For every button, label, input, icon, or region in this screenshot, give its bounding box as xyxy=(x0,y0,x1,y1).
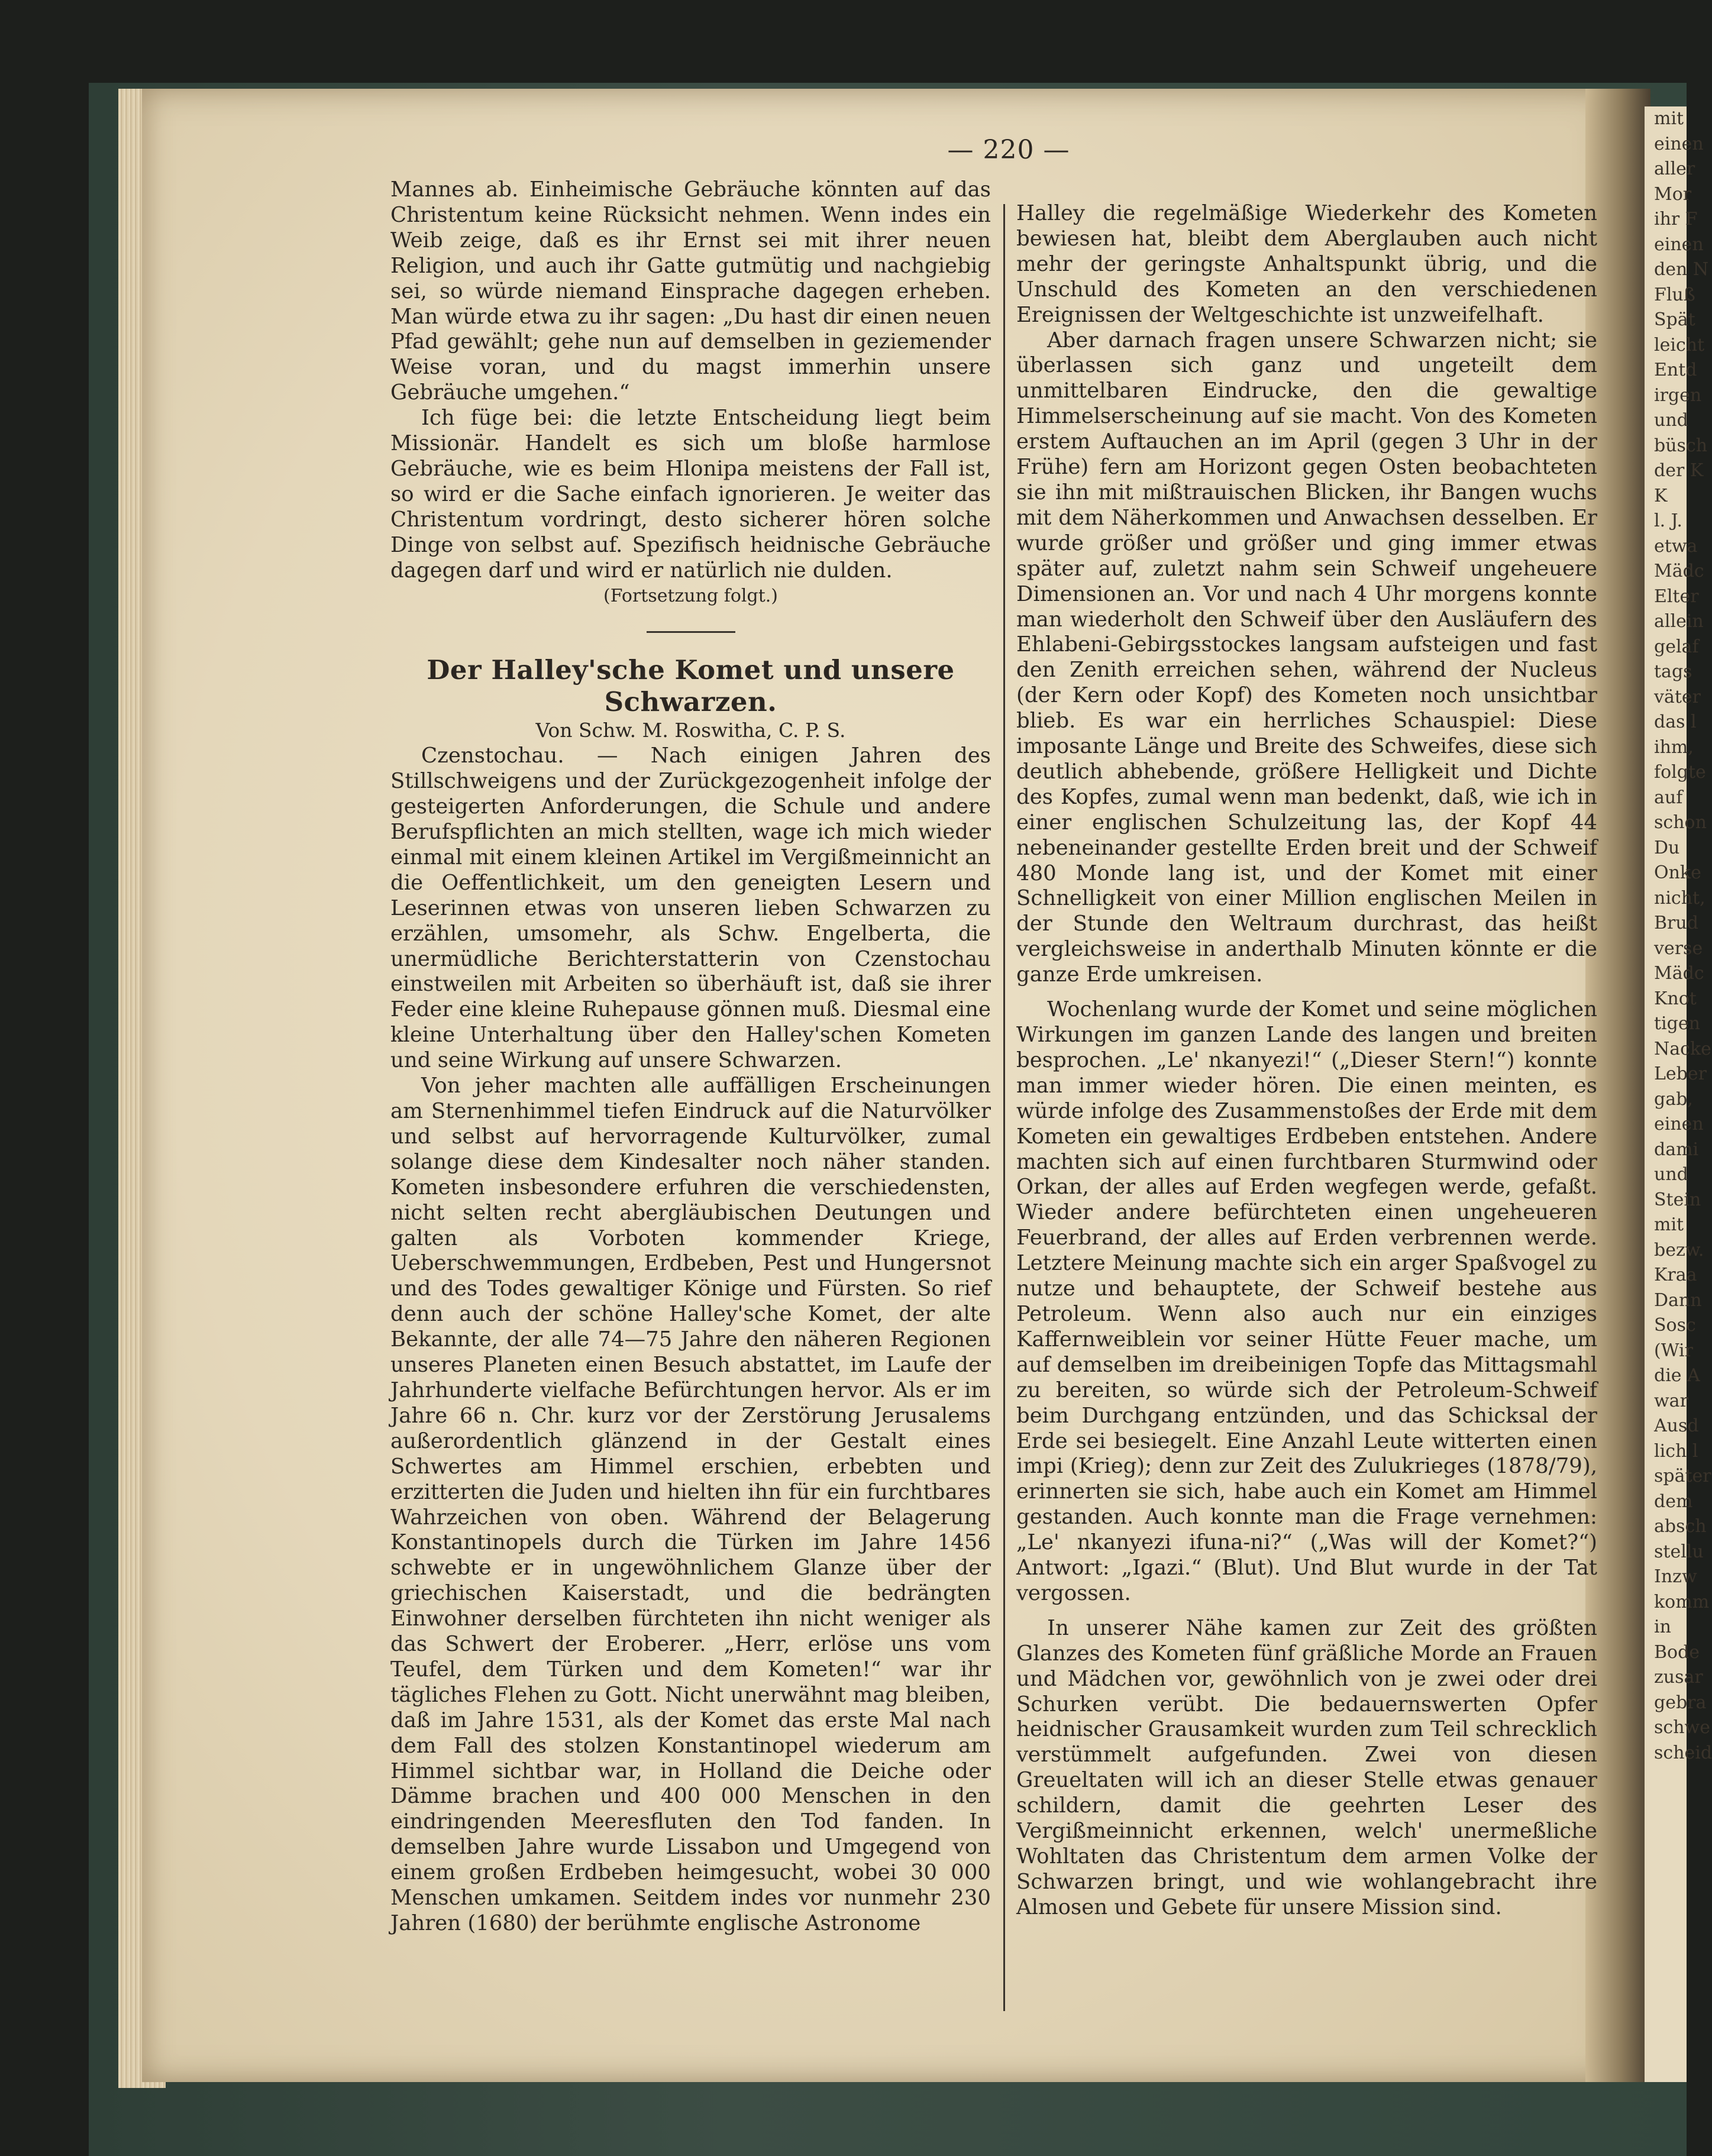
article-paragraph-1: Czenstochau. — Nach einigen Jahren des Stillschweigens und der Zurückgezogenheit infolge der gesteigerten Anforderungen, die Schule und andere Berufspflichten an mich stellten, wage ich mich wieder einmal mit einem kleinen Artikel im Vergißmeinnicht an die Oeffentlichkeit, um den geneigten Lesern und Leserinnen etwas von unseren lieben Schwarzen zu erzählen, umsomehr, als Schw. Engelberta, die unermüdliche Berichterstatterin von Czenstochau einstweilen mit Arbeiten so überhäuft ist, daß sie ihrer Feder eine kleine Ruhepause gönnen muß. Diesmal eine kleine Unterhaltung über den Halley'schen Kometen und seine Wirkung auf unsere Schwarzen. xyxy=(390,744,991,1073)
next-page-fragment: das l xyxy=(1654,712,1697,732)
next-page-fragment: zusar xyxy=(1654,1667,1703,1688)
right-paragraph-4: In unserer Nähe kamen zur Zeit des größten Glanzes des Kometen fünf gräßliche Morde an Frauen und Mädchen vor, gewöhnlich von je zwei oder drei Schurken verübt. Die bedauernswerten Opfer heidnischer Grausamkeit wurden zum Teil schrecklich verstümmelt aufgefunden. Zwei von diesen Greueltaten will ich an dieser Stelle etwas genauer schildern, damit die geehrten Leser des Vergißmeinnicht erkennen, welch' unermeßliche Wohltaten das Christentum dem armen Volke der Schwarzen bringt, und wie wohlangebracht ihre Almosen und Gebete für unsere Mission sind. xyxy=(1016,1615,1597,1919)
column-divider xyxy=(1003,204,1005,2011)
article-separator xyxy=(647,631,735,633)
next-page-fragment: den N xyxy=(1654,259,1709,280)
next-page-fragment: schwe xyxy=(1654,1717,1710,1738)
next-page-fragment: schon xyxy=(1654,812,1707,833)
next-page-fragment: die A xyxy=(1654,1365,1700,1386)
next-page-edge xyxy=(1645,106,1712,2082)
next-page-fragment: Ausd xyxy=(1654,1415,1699,1436)
next-page-fragment: (Wir xyxy=(1654,1340,1693,1361)
next-page-fragment: Elter xyxy=(1654,586,1699,607)
next-page-fragment: war xyxy=(1654,1390,1688,1411)
next-page-fragment: stellu xyxy=(1654,1541,1704,1562)
next-page-fragment: etwa xyxy=(1654,535,1698,557)
next-page-fragments xyxy=(1645,106,1712,1766)
next-page-fragment: nicht, xyxy=(1654,887,1705,909)
next-page-fragment: absch xyxy=(1654,1516,1707,1537)
next-page-fragment: dami xyxy=(1654,1139,1699,1160)
article-headline: Der Halley'sche Komet und unsere Schwarzen. xyxy=(427,654,955,718)
next-page-fragment: tigen xyxy=(1654,1013,1700,1034)
next-page-fragment: lich l xyxy=(1654,1440,1698,1462)
right-paragraph-2: Aber darnach fragen unsere Schwarzen nicht; sie überlassen sich ganz und ungeteilt dem unmittelbaren Eindrucke, den die gewaltige Himmelserscheinung auf sie macht. Von des Kometen erstem Auftauchen an im April (gegen 3 Uhr in der Frühe) fern am Horizont gegen Osten beobachteten sie ihn mit mißtrauischen Blicken, ihr Bangen wuchs mit dem Näherkommen und Anwachsen desselben. Er wurde größer und größer und ging immer etwas später auf, zuletzt nahm sein Schweif ungeheuere Dimensionen an. Vor und nach 4 Uhr morgens konnte man wiederholt den Schweif über den Ausläufern des Ehlabeni-Gebirgsstockes langsam aufsteigen und fast den Zenith erreichen sehen, während der Nucleus (der Kern oder Kopf) des Kometen noch unsichtbar blieb. Es war ein herrliches Schauspiel: Diese imposante Länge und Breite des Schweifes, diese sich deutlich abhebende, größere Helligkeit und Dichte des Kopfes, zumal wenn man bedenkt, daß, wie ich in einer englischen Schulzeitung las, der Kopf 44 nebeneinander gestellte Erden breit und der Schweif 480 Monde lang ist, und der Komet mit einer Schnelligkeit von einer Million englischen Meilen in der Stunde den Weltraum durchrast, das heißt vergleichsweise in anderthalb Minuten könnte er die ganze Erde umkreisen. xyxy=(1016,328,1597,987)
next-page-fragment: scheid xyxy=(1654,1742,1712,1763)
next-page-fragment: Nacke xyxy=(1654,1038,1711,1059)
next-page-fragment: Bode xyxy=(1654,1641,1700,1663)
next-page-fragment: büsch xyxy=(1654,435,1708,456)
next-page-fragment: Sosc xyxy=(1654,1315,1696,1336)
next-page-fragment: Fluß xyxy=(1654,284,1695,305)
next-page-fragment: Dann xyxy=(1654,1289,1702,1311)
next-page-fragment: tags xyxy=(1654,661,1692,682)
next-page-fragment: Mädc xyxy=(1654,561,1704,581)
next-page-fragment: folgte xyxy=(1654,762,1706,783)
next-page-fragment: Du xyxy=(1654,837,1680,858)
next-page-fragment: allein xyxy=(1654,611,1704,632)
next-page-fragment: mit xyxy=(1654,1214,1684,1235)
next-page-fragment: väter xyxy=(1654,686,1701,707)
next-page-fragment: Leber xyxy=(1654,1064,1707,1084)
next-page-fragment: bezw. xyxy=(1654,1239,1704,1260)
continuation-note: (Fortsetzung folgt.) xyxy=(603,585,778,606)
next-page-fragment: Brud xyxy=(1654,913,1698,933)
next-page-fragment: komm xyxy=(1654,1591,1710,1612)
next-page-fragment: gab, xyxy=(1654,1088,1693,1110)
next-page-fragment: verse xyxy=(1654,938,1703,959)
left-column xyxy=(390,177,991,1937)
next-page-fragment: einen xyxy=(1654,133,1704,154)
next-page-fragment: aller xyxy=(1654,159,1695,179)
article-byline: Von Schw. M. Roswitha, C. P. S. xyxy=(535,719,846,742)
next-page-fragment: gelaf xyxy=(1654,636,1699,657)
next-page-fragment: in xyxy=(1654,1617,1671,1637)
next-page-fragment: leicht xyxy=(1654,334,1705,355)
next-page-fragment: der K xyxy=(1654,460,1704,481)
page-number: — 220 — xyxy=(947,135,1070,165)
next-page-fragment: ihr F xyxy=(1654,209,1698,230)
next-page-fragment: Stein xyxy=(1654,1189,1701,1210)
next-page-fragment: dem xyxy=(1654,1491,1693,1512)
next-page-fragment: auf xyxy=(1654,787,1683,808)
next-page-fragment: Entd xyxy=(1654,360,1697,380)
next-page-fragment: einen xyxy=(1654,234,1704,255)
next-page-fragment: Inzw xyxy=(1654,1566,1697,1587)
right-column xyxy=(1016,201,1597,1921)
next-page-fragment: ihm, xyxy=(1654,736,1694,758)
next-page-fragment: Knot xyxy=(1654,988,1697,1009)
intro-paragraph-1: Mannes ab. Einheimische Gebräuche könnten auf das Christentum keine Rücksicht nehmen. Wenn indes ein Weib zeige, daß es ihr Ernst sei mit ihrer neuen Religion, und auch ihr Gatte gutmütig und nachgiebig sei, so würde niemand Einsprache dagegen erheben. Man würde etwa zu ihr sagen: „Du hast dir einen neuen Pfad gewählt; gehe nun auf demselben in geziemender Weise voran, und du magst immerhin unsere Gebräuche umgehen.“ xyxy=(390,177,991,405)
next-page-fragment: und xyxy=(1654,410,1688,431)
next-page-fragment: Spät xyxy=(1654,309,1695,330)
right-paragraph-3: Wochenlang wurde der Komet und seine möglichen Wirkungen im ganzen Lande des langen und breiten besprochen. „Le' nkanyezi!“ („Dieser Stern!“) konnte man immer wieder hören. Die einen meinten, es würde infolge des Zusammenstoßes der Erde mit dem Kometen ein gewaltiges Erdbeben entstehen. Andere machten sich auf einen furchtbaren Sturmwind oder Orkan, der alles auf Erden wegfegen werde, gefaßt. Wieder andere befürchteten einen ungeheueren Feuerbrand, der alles auf Erden verbrennen werde. Letztere Meinung machte sich ein arger Spaßvogel zu nutze und behauptete, der Schweif bestehe aus Petroleum. Wenn also auch nur ein einziges Kaffernweiblein vor seiner Hütte Feuer mache, um auf demselben im dreibeinigen Topfe das Mittagsmahl zu bereiten, so würde sich der Petroleum-Schweif beim Durchgang entzünden, und das Schicksal der Erde sei besiegelt. Eine Anzahl Leute witterten einen impi (Krieg); denn zur Zeit des Zulukrieges (1878/79), erinnerten sie sich, habe auch ein Komet am Himmel gestanden. Auch konnte man die Frage vernehmen: „Le' nkanyezi ifuna-ni?“ („Was will der Komet?“) Antwort: „Igazi.“ (Blut). Und Blut wurde in der Tat vergossen. xyxy=(1016,997,1597,1605)
next-page-fragment: irgen xyxy=(1654,384,1702,406)
next-page-fragment: später xyxy=(1654,1466,1711,1486)
next-page-fragment: und xyxy=(1654,1164,1688,1185)
next-page-fragment: l. J. xyxy=(1654,510,1682,531)
article-paragraph-2: Von jeher machten alle auffälligen Erscheinungen am Sternenhimmel tiefen Eindruck auf die Naturvölker und selbst auf hervorragende Kulturvölker, zumal solange diese dem Kindesalter noch näher standen. Kometen insbesondere erfuhren die verschiedensten, nicht selten recht abergläubischen Deutungen und galten als Vorboten kommender Kriege, Ueberschwemmungen, Erdbeben, Pest und Hungersnot und des Todes gewaltiger Könige und Fürsten. So rief denn auch der schöne Halley'sche Komet, der alte Bekannte, der alle 74—75 Jahre den näheren Regionen unseres Planeten einen Besuch abstattet, im Laufe der Jahrhunderte vielfache Befürchtungen hervor. Als er im Jahre 66 n. Chr. kurz vor der Zerstörung Jerusalems außerordentlich glänzend in der Gestalt eines Schwertes am Himmel erschien, erbebten und erzitterten die Juden und hielten ihn für ein furchtbares Wahrzeichen von oben. Während der Belagerung Konstantinopels durch die Türken im Jahre 1456 schwebte er in ungewöhnlichem Glanze über der griechischen Kaiserstadt, und die bedrängten Einwohner derselben fürchteten ihn nicht weniger als das Schwert der Eroberer. „Herr, erlöse uns vom Teufel, dem Türken und dem Kometen!“ war ihr tägliches Flehen zu Gott. Nicht unerwähnt mag bleiben, daß im Jahre 1531, als der Komet das erste Mal nach dem Fall des stolzen Konstantinopel wiederum am Himmel sichtbar war, in Holland die Deiche oder Dämme brachen und 400 000 Menschen in den eindringenden Meeresfluten den Tod fanden. In demselben Jahre wurde Lissabon und Umgegend von einem großen Erdbeben heimgesucht, wobei 30 000 Menschen umkamen. Seitdem indes vor nunmehr 230 Jahren (1680) der berühmte englische Astronome xyxy=(390,1074,991,1935)
right-paragraph-1: Halley die regelmäßige Wiederkehr des Kometen bewiesen hat, bleibt dem Aberglauben auch nicht mehr der geringste Anhaltspunkt übrig, und die Unschuld des Kometen an den verschiedenen Ereignissen der Weltgeschichte ist unzweifelhaft. xyxy=(1016,201,1597,327)
next-page-fragment: Kraa xyxy=(1654,1265,1697,1285)
next-page-fragment: mit xyxy=(1654,108,1684,129)
next-page-fragment: K xyxy=(1654,485,1668,506)
next-page-fragment: Onke xyxy=(1654,862,1701,883)
next-page-fragment: einen xyxy=(1654,1114,1704,1134)
next-page-fragment: gebra xyxy=(1654,1692,1707,1713)
next-page-fragment: Mädc xyxy=(1654,963,1704,984)
next-page-fragment: Mor xyxy=(1654,183,1692,205)
intro-paragraph-2: Ich füge bei: die letzte Entscheidung liegt beim Missionär. Handelt es sich um bloße harmlose Gebräuche, wie es beim Hlonipa meistens der Fall ist, so wird er die Sache einfach ignorieren. Je weiter das Christentum vordringt, desto sicherer hören solche Dinge von selbst auf. Spezifisch heidnische Gebräuche dagegen darf und wird er natürlich nie dulden. xyxy=(390,406,991,583)
